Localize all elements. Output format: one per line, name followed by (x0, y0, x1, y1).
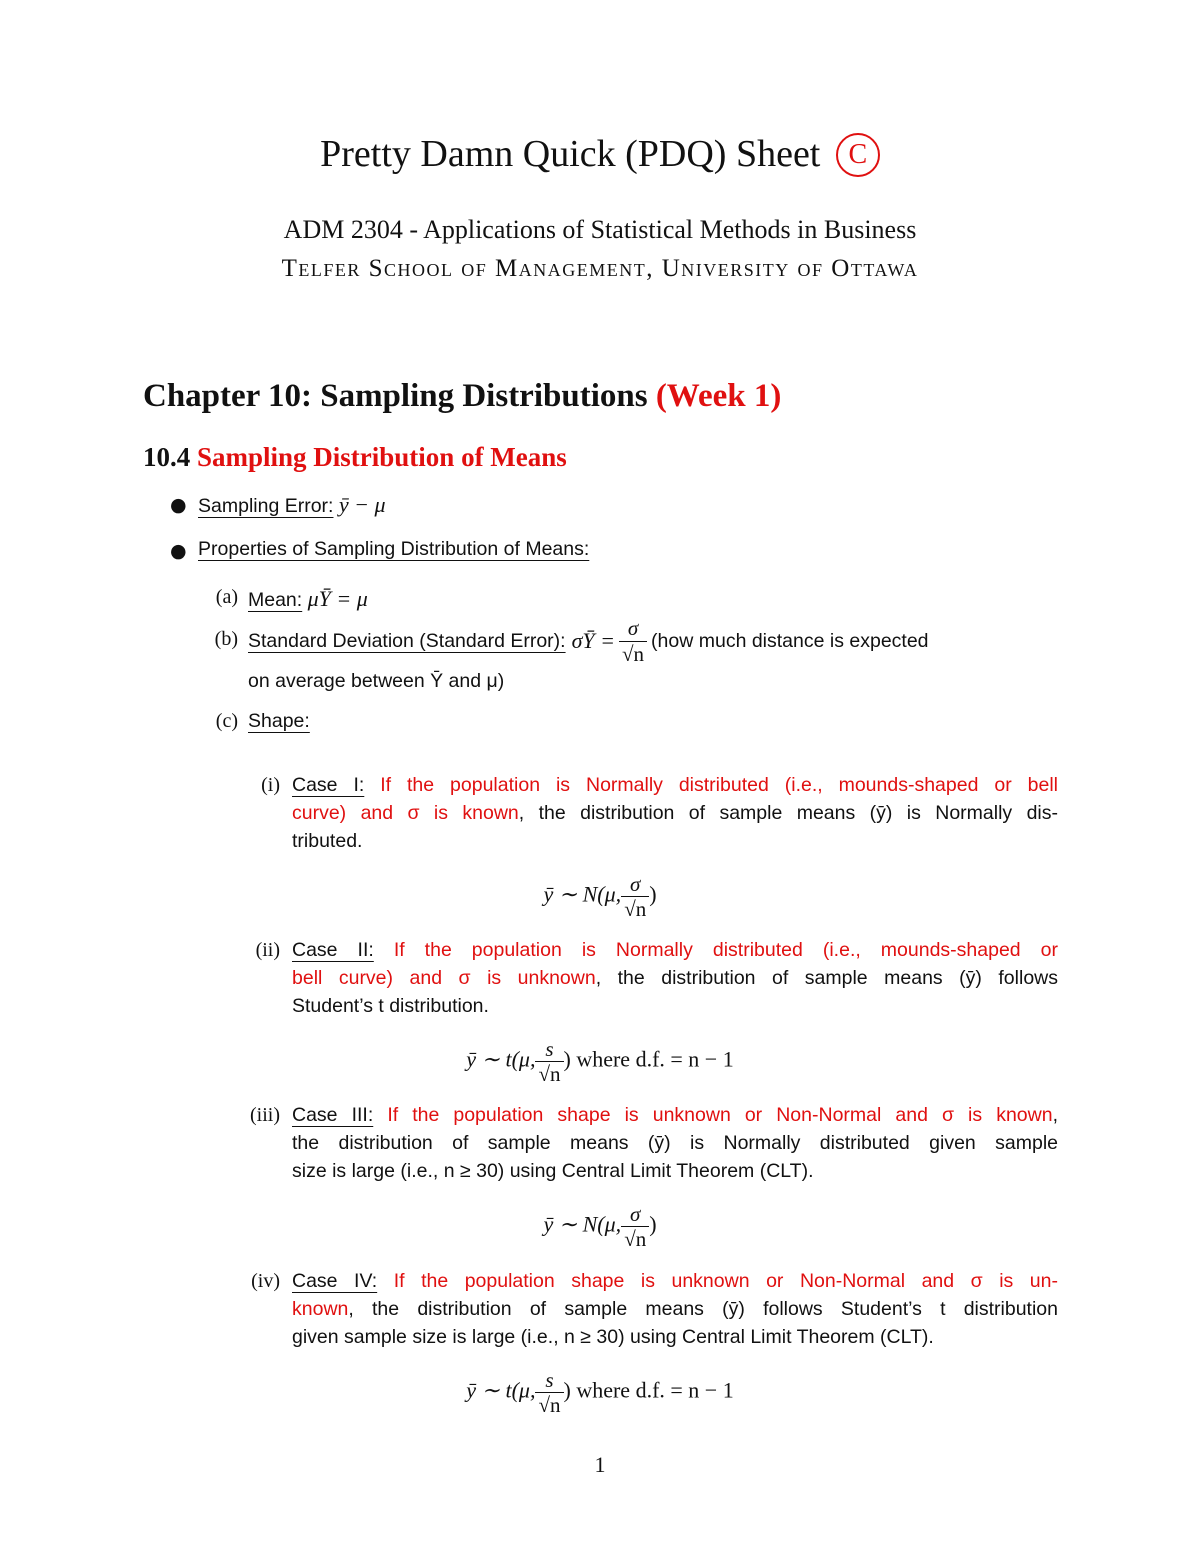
case-1-line2 (292, 802, 1058, 825)
fraction-denominator: √n (619, 641, 647, 666)
formula-fraction (621, 1202, 649, 1251)
case-3-line2: the distribution of sample means (ȳ) is Normally distributed given sample (292, 1132, 1058, 1154)
title-text: Pretty Damn Quick (PDQ) Sheet (320, 133, 821, 175)
case-2-formula (0, 1037, 1200, 1086)
bullet-icon: ● (170, 540, 187, 562)
case-3-condition: If the population shape is unknown or Non-Normal and σ is known (387, 1104, 1053, 1126)
property-b-lhs: σȲ = (571, 628, 616, 653)
case-2-condition-2: bell curve) and σ is unknown (292, 967, 596, 989)
sampling-error-formula: ȳ − μ (338, 492, 386, 517)
case-4-formula (0, 1368, 1200, 1417)
case-2-condition-1: If the population is Normally distributed (i.e., mounds-shaped or (393, 939, 1058, 961)
property-b-marker: (b) (214, 628, 238, 650)
sampling-error-item (198, 492, 386, 518)
case-2-line3: Student’s t distribution. (292, 995, 489, 1017)
property-b-label: Standard Deviation (Standard Error): (248, 629, 566, 652)
case-2-label: Case II: (292, 939, 374, 961)
formula-lhs: ȳ ∼ t(μ, (466, 1377, 536, 1403)
case-3-formula (0, 1202, 1200, 1251)
case-1-label: Case I: (292, 774, 365, 796)
page-title (0, 132, 1200, 177)
case-2-line1 (292, 939, 1058, 962)
fraction-numerator: σ (630, 1202, 641, 1226)
fraction-denominator: √n (535, 1061, 563, 1086)
fraction-denominator: √n (535, 1392, 563, 1417)
fraction-numerator: σ (630, 872, 641, 896)
case-1-marker: (i) (261, 774, 280, 796)
property-a-marker: (a) (215, 586, 238, 608)
formula-lhs: ȳ ∼ N(μ, (543, 1211, 622, 1237)
case-3-line3: size is large (i.e., n ≥ 30) using Central Limit Theorem (CLT). (292, 1160, 814, 1182)
formula-rhs: ) (649, 1211, 657, 1237)
formula-rhs: ) (649, 881, 657, 907)
property-b (248, 616, 929, 666)
case-2-result: , the distribution of sample means (ȳ) follows (595, 967, 1058, 989)
chapter-label: Chapter 10: Sampling Distributions (143, 378, 648, 414)
sampling-error-label: Sampling Error: (198, 495, 334, 517)
property-a-label: Mean: (248, 589, 303, 611)
case-3-line1 (292, 1104, 1058, 1127)
case-4-marker: (iv) (251, 1270, 280, 1292)
formula-lhs: ȳ ∼ N(μ, (543, 881, 622, 907)
page-number: 1 (594, 1452, 606, 1477)
formula-fraction (535, 1037, 563, 1086)
section-heading (143, 442, 567, 473)
course-name: ADM 2304 - Applications of Statistical Methods in Business (283, 215, 917, 244)
case-3-label: Case III: (292, 1104, 374, 1126)
case-3-comma: , (1052, 1104, 1058, 1126)
case-4-result: , the distribution of sample means (ȳ) follows Student’s t distribution (348, 1298, 1058, 1320)
case-4-condition-1: If the population shape is unknown or Non-Normal and σ is un- (393, 1270, 1058, 1292)
property-c-marker: (c) (215, 710, 238, 732)
case-3-marker: (iii) (250, 1104, 280, 1126)
chapter-heading (143, 378, 781, 415)
case-4-line2 (292, 1298, 1058, 1321)
fraction-numerator: s (545, 1368, 554, 1392)
property-b-note1: (how much distance is expected (651, 629, 929, 652)
property-b-fraction (619, 616, 647, 665)
properties-label: Properties of Sampling Distribution of Means: (198, 538, 590, 560)
property-c-label: Shape: (248, 710, 310, 732)
property-a-formula: μȲ = μ (307, 586, 368, 611)
case-1-line1 (292, 774, 1058, 797)
case-1-line3: tributed. (292, 830, 363, 852)
case-4-line3: given sample size is large (i.e., n ≥ 30) using Central Limit Theorem (CLT). (292, 1326, 934, 1348)
case-4-line1 (292, 1270, 1058, 1293)
properties-item (198, 538, 589, 561)
fraction-denominator: √n (621, 896, 649, 921)
section-title: Sampling Distribution of Means (197, 442, 567, 472)
section-number: 10.4 (143, 442, 191, 472)
case-1-condition-2: curve) and σ is known (292, 802, 519, 824)
school-name: Telfer School of Management, University of Ottawa (281, 255, 919, 282)
case-1-result: , the distribution of sample means (ȳ) is Normally dis- (518, 802, 1058, 824)
formula-rhs: ) where d.f. = n − 1 (563, 1046, 734, 1072)
formula-lhs: ȳ ∼ t(μ, (466, 1046, 536, 1072)
bullet-icon: ● (170, 494, 187, 516)
case-4-label: Case IV: (292, 1270, 378, 1292)
case-2-marker: (ii) (255, 939, 280, 961)
fraction-denominator: √n (621, 1226, 649, 1251)
case-1-formula (0, 872, 1200, 921)
formula-rhs: ) where d.f. = n − 1 (563, 1377, 734, 1403)
formula-fraction (621, 872, 649, 921)
property-b-note2: on average between Ȳ and μ) (248, 670, 505, 692)
chapter-week: (Week 1) (655, 378, 782, 414)
case-4-condition-2: known (292, 1298, 349, 1320)
formula-fraction (535, 1368, 563, 1417)
property-c (248, 710, 310, 733)
property-a (248, 586, 368, 612)
fraction-numerator: σ (627, 616, 639, 641)
case-2-line2 (292, 967, 1058, 990)
case-1-condition-1: If the population is Normally distributed (i.e., mounds-shaped or bell (380, 774, 1058, 796)
fraction-numerator: s (545, 1037, 554, 1061)
copyright-icon: C (836, 133, 880, 177)
